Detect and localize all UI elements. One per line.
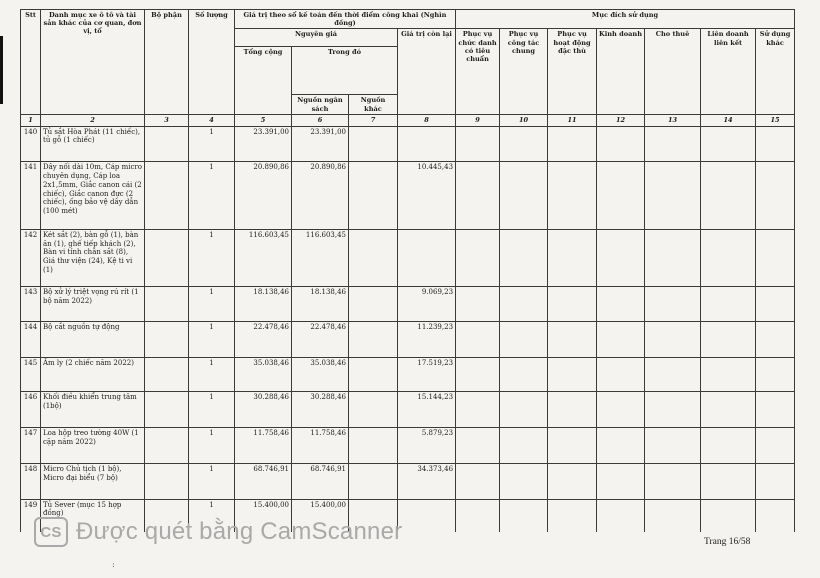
cell-purpose bbox=[645, 287, 701, 322]
header-dept: Bộ phận bbox=[145, 10, 189, 115]
cell-total: 30.288,46 bbox=[235, 392, 292, 428]
cell-remaining: 5.879,23 bbox=[398, 428, 456, 464]
cell-budget: 116.603,45 bbox=[292, 229, 349, 286]
cell-qty: 1 bbox=[189, 126, 235, 162]
cell-total: 18.138,46 bbox=[235, 287, 292, 322]
col-index: 3 bbox=[145, 115, 189, 126]
cell-purpose bbox=[645, 392, 701, 428]
cell-stt: 145 bbox=[21, 357, 41, 392]
header-purpose-business: Kinh doanh bbox=[597, 29, 645, 115]
cell-name: Bộ xử lý triệt vọng rú rít (1 bộ năm 2022) bbox=[41, 287, 145, 322]
cell-budget: 23.391,00 bbox=[292, 126, 349, 162]
cell-other-source bbox=[349, 162, 398, 229]
cell-name: Tủ Sever (mục 15 hợp đồng) bbox=[41, 499, 145, 532]
cell-qty: 1 bbox=[189, 357, 235, 392]
cell-purpose bbox=[756, 287, 795, 322]
cell-qty: 1 bbox=[189, 287, 235, 322]
cell-purpose bbox=[500, 392, 548, 428]
cell-dept bbox=[145, 357, 189, 392]
cell-name: Khối điều khiển trung tâm (1bộ) bbox=[41, 392, 145, 428]
cell-purpose bbox=[756, 162, 795, 229]
cell-other-source bbox=[349, 321, 398, 357]
cell-purpose bbox=[756, 463, 795, 499]
cell-remaining: 9.069,23 bbox=[398, 287, 456, 322]
cell-purpose bbox=[701, 357, 756, 392]
cell-purpose bbox=[756, 229, 795, 286]
cell-purpose bbox=[500, 287, 548, 322]
cell-purpose bbox=[456, 499, 500, 532]
cell-purpose bbox=[548, 392, 597, 428]
cell-budget: 30.288,46 bbox=[292, 392, 349, 428]
cell-purpose bbox=[597, 499, 645, 532]
cell-purpose bbox=[456, 321, 500, 357]
camscanner-logo-icon: CS bbox=[34, 517, 68, 547]
cell-purpose bbox=[645, 357, 701, 392]
header-item: Danh mục xe ô tô và tài sản khác của cơ quan, đơn vị, tổ bbox=[41, 10, 145, 115]
cell-purpose bbox=[456, 229, 500, 286]
camscanner-watermark bbox=[34, 515, 402, 549]
cell-remaining bbox=[398, 499, 456, 532]
cell-purpose bbox=[701, 499, 756, 532]
cell-budget: 22.478,46 bbox=[292, 321, 349, 357]
cell-total: 11.758,46 bbox=[235, 428, 292, 464]
cell-name: Loa hộp treo tường 40W (1 cặp năm 2022) bbox=[41, 428, 145, 464]
cell-purpose bbox=[500, 321, 548, 357]
cell-stt: 143 bbox=[21, 287, 41, 322]
cell-dept bbox=[145, 287, 189, 322]
cell-purpose bbox=[701, 428, 756, 464]
cell-purpose bbox=[701, 392, 756, 428]
header-purpose-rent: Cho thuê bbox=[645, 29, 701, 115]
cell-budget: 20.890,86 bbox=[292, 162, 349, 229]
table-row bbox=[21, 287, 795, 322]
cell-qty: 1 bbox=[189, 162, 235, 229]
cell-dept bbox=[145, 321, 189, 357]
cell-total: 35.038,46 bbox=[235, 357, 292, 392]
cell-remaining: 17.519,23 bbox=[398, 357, 456, 392]
cell-purpose bbox=[500, 428, 548, 464]
cell-purpose bbox=[701, 463, 756, 499]
cell-purpose bbox=[548, 357, 597, 392]
cell-name: Két sắt (2), bàn gỗ (1), bàn ăn (1), ghế tiếp khách (2), Bàn vi tính chân sắt (8), Giá thư viện (24), Kệ ti vi (1) bbox=[41, 229, 145, 286]
cell-purpose bbox=[500, 499, 548, 532]
cell-purpose bbox=[456, 287, 500, 322]
cell-purpose bbox=[701, 287, 756, 322]
cell-remaining bbox=[398, 126, 456, 162]
header-state-budget: Nguồn ngân sách bbox=[292, 95, 349, 115]
cell-purpose bbox=[597, 321, 645, 357]
cell-purpose bbox=[548, 321, 597, 357]
cell-purpose bbox=[500, 229, 548, 286]
cell-budget: 11.758,46 bbox=[292, 428, 349, 464]
cell-total: 22.478,46 bbox=[235, 321, 292, 357]
cell-total: 116.603,45 bbox=[235, 229, 292, 286]
cell-purpose bbox=[456, 357, 500, 392]
cell-purpose bbox=[645, 321, 701, 357]
col-index: 6 bbox=[292, 115, 349, 126]
cell-stt: 146 bbox=[21, 392, 41, 428]
cell-purpose bbox=[548, 428, 597, 464]
cell-purpose bbox=[597, 126, 645, 162]
cell-remaining: 11.239,23 bbox=[398, 321, 456, 357]
cell-stt: 140 bbox=[21, 126, 41, 162]
cell-qty: 1 bbox=[189, 428, 235, 464]
cell-budget: 35.038,46 bbox=[292, 357, 349, 392]
cell-purpose bbox=[597, 428, 645, 464]
col-index: 9 bbox=[456, 115, 500, 126]
cell-total: 20.890,86 bbox=[235, 162, 292, 229]
stray-mark: : bbox=[112, 560, 115, 569]
cell-qty: 1 bbox=[189, 229, 235, 286]
cell-dept bbox=[145, 392, 189, 428]
header-purpose-special: Phục vụ hoạt động đặc thù bbox=[548, 29, 597, 115]
cell-stt: 148 bbox=[21, 463, 41, 499]
cell-qty: 1 bbox=[189, 463, 235, 499]
header-value-group: Giá trị theo sổ kế toán đến thời điểm công khai (Nghìn đồng) bbox=[235, 10, 456, 29]
cell-purpose bbox=[500, 357, 548, 392]
col-index: 12 bbox=[597, 115, 645, 126]
header-purpose-other: Sử dụng khác bbox=[756, 29, 795, 115]
header-qty: Số lượng bbox=[189, 10, 235, 115]
cell-purpose bbox=[597, 229, 645, 286]
cell-budget: 18.138,46 bbox=[292, 287, 349, 322]
cell-purpose bbox=[756, 392, 795, 428]
col-index: 11 bbox=[548, 115, 597, 126]
header-other-source: Nguồn khác bbox=[349, 95, 398, 115]
cell-purpose bbox=[500, 162, 548, 229]
cell-qty: 1 bbox=[189, 392, 235, 428]
cell-dept bbox=[145, 126, 189, 162]
cell-other-source bbox=[349, 392, 398, 428]
cell-purpose bbox=[548, 229, 597, 286]
col-index: 10 bbox=[500, 115, 548, 126]
cell-other-source bbox=[349, 357, 398, 392]
cell-dept bbox=[145, 463, 189, 499]
asset-table bbox=[20, 9, 795, 532]
cell-other-source bbox=[349, 428, 398, 464]
cell-other-source bbox=[349, 463, 398, 499]
col-index: 4 bbox=[189, 115, 235, 126]
cell-total: 68.746,91 bbox=[235, 463, 292, 499]
cell-budget: 68.746,91 bbox=[292, 463, 349, 499]
table-row bbox=[21, 229, 795, 286]
cell-name: Tủ sắt Hòa Phát (11 chiếc), tủ gỗ (1 chiếc) bbox=[41, 126, 145, 162]
cell-purpose bbox=[645, 162, 701, 229]
col-index: 1 bbox=[21, 115, 41, 126]
cell-purpose bbox=[645, 229, 701, 286]
cell-qty: 1 bbox=[189, 499, 235, 532]
cell-purpose bbox=[701, 162, 756, 229]
header-original: Nguyên giá bbox=[235, 29, 398, 47]
cell-name: Micro Chủ tịch (1 bộ), Micro đại biểu (7 bộ) bbox=[41, 463, 145, 499]
cell-stt: 141 bbox=[21, 162, 41, 229]
col-index: 5 bbox=[235, 115, 292, 126]
cell-purpose bbox=[645, 126, 701, 162]
cell-remaining: 34.373,46 bbox=[398, 463, 456, 499]
cell-purpose bbox=[645, 463, 701, 499]
table-row bbox=[21, 162, 795, 229]
col-index: 15 bbox=[756, 115, 795, 126]
cell-stt: 149 bbox=[21, 499, 41, 532]
cell-other-source bbox=[349, 287, 398, 322]
header-purpose-group: Mục đích sử dụng bbox=[456, 10, 795, 29]
cell-purpose bbox=[548, 162, 597, 229]
cell-purpose bbox=[597, 287, 645, 322]
header-purpose-joint: Liên doanh liên kết bbox=[701, 29, 756, 115]
col-index: 2 bbox=[41, 115, 145, 126]
cell-purpose bbox=[701, 229, 756, 286]
cell-stt: 142 bbox=[21, 229, 41, 286]
page-number: Trang 16/58 bbox=[704, 537, 751, 547]
header-purpose-title: Phục vụ chức danh có tiêu chuẩn bbox=[456, 29, 500, 115]
cell-stt: 144 bbox=[21, 321, 41, 357]
scan-edge-mark bbox=[0, 36, 3, 104]
cell-name: Dây nối dài 10m, Cáp micro chuyên dụng, Cáp loa 2x1,5mm, Giắc canon cái (2 chiếc), Giắc canon đực (2 chiếc), ống bảo vệ dây dẫn (100 mét) bbox=[41, 162, 145, 229]
table-row bbox=[21, 392, 795, 428]
cell-budget: 15.400,00 bbox=[292, 499, 349, 532]
cell-purpose bbox=[701, 321, 756, 357]
cell-purpose bbox=[548, 499, 597, 532]
cell-purpose bbox=[645, 428, 701, 464]
header-of-which: Trong đó bbox=[292, 47, 398, 95]
cell-purpose bbox=[548, 287, 597, 322]
col-index: 14 bbox=[701, 115, 756, 126]
cell-name: Bộ cắt nguồn tự động bbox=[41, 321, 145, 357]
cell-purpose bbox=[548, 463, 597, 499]
cell-dept bbox=[145, 162, 189, 229]
table-row bbox=[21, 126, 795, 162]
cell-dept bbox=[145, 428, 189, 464]
cell-purpose bbox=[548, 126, 597, 162]
cell-qty: 1 bbox=[189, 321, 235, 357]
col-index: 13 bbox=[645, 115, 701, 126]
watermark-text: Được quét bằng CamScanner bbox=[76, 518, 403, 545]
cell-other-source bbox=[349, 126, 398, 162]
cell-purpose bbox=[597, 392, 645, 428]
cell-purpose bbox=[456, 428, 500, 464]
header-total: Tổng cộng bbox=[235, 47, 292, 115]
cell-total: 15.400,00 bbox=[235, 499, 292, 532]
cell-purpose bbox=[756, 357, 795, 392]
header-purpose-general: Phục vụ công tác chung bbox=[500, 29, 548, 115]
header-stt: Stt bbox=[21, 10, 41, 115]
table-row bbox=[21, 357, 795, 392]
col-index: 7 bbox=[349, 115, 398, 126]
cell-remaining: 15.144,23 bbox=[398, 392, 456, 428]
cell-purpose bbox=[597, 357, 645, 392]
cell-name: Âm ly (2 chiếc năm 2022) bbox=[41, 357, 145, 392]
cell-purpose bbox=[756, 321, 795, 357]
cell-purpose bbox=[597, 162, 645, 229]
cell-purpose bbox=[456, 126, 500, 162]
col-index: 8 bbox=[398, 115, 456, 126]
cell-purpose bbox=[500, 126, 548, 162]
table-row bbox=[21, 463, 795, 499]
cell-purpose bbox=[756, 126, 795, 162]
cell-remaining: 10.445,43 bbox=[398, 162, 456, 229]
cell-remaining bbox=[398, 229, 456, 286]
header-remaining: Giá trị còn lại bbox=[398, 29, 456, 115]
cell-purpose bbox=[645, 499, 701, 532]
cell-purpose bbox=[456, 463, 500, 499]
cell-purpose bbox=[456, 162, 500, 229]
cell-purpose bbox=[500, 463, 548, 499]
cell-dept bbox=[145, 229, 189, 286]
table-row bbox=[21, 428, 795, 464]
cell-total: 23.391,00 bbox=[235, 126, 292, 162]
cell-purpose bbox=[456, 392, 500, 428]
cell-purpose bbox=[597, 463, 645, 499]
cell-purpose bbox=[756, 428, 795, 464]
cell-purpose bbox=[701, 126, 756, 162]
cell-stt: 147 bbox=[21, 428, 41, 464]
cell-other-source bbox=[349, 229, 398, 286]
table-row bbox=[21, 321, 795, 357]
cell-purpose bbox=[756, 499, 795, 532]
